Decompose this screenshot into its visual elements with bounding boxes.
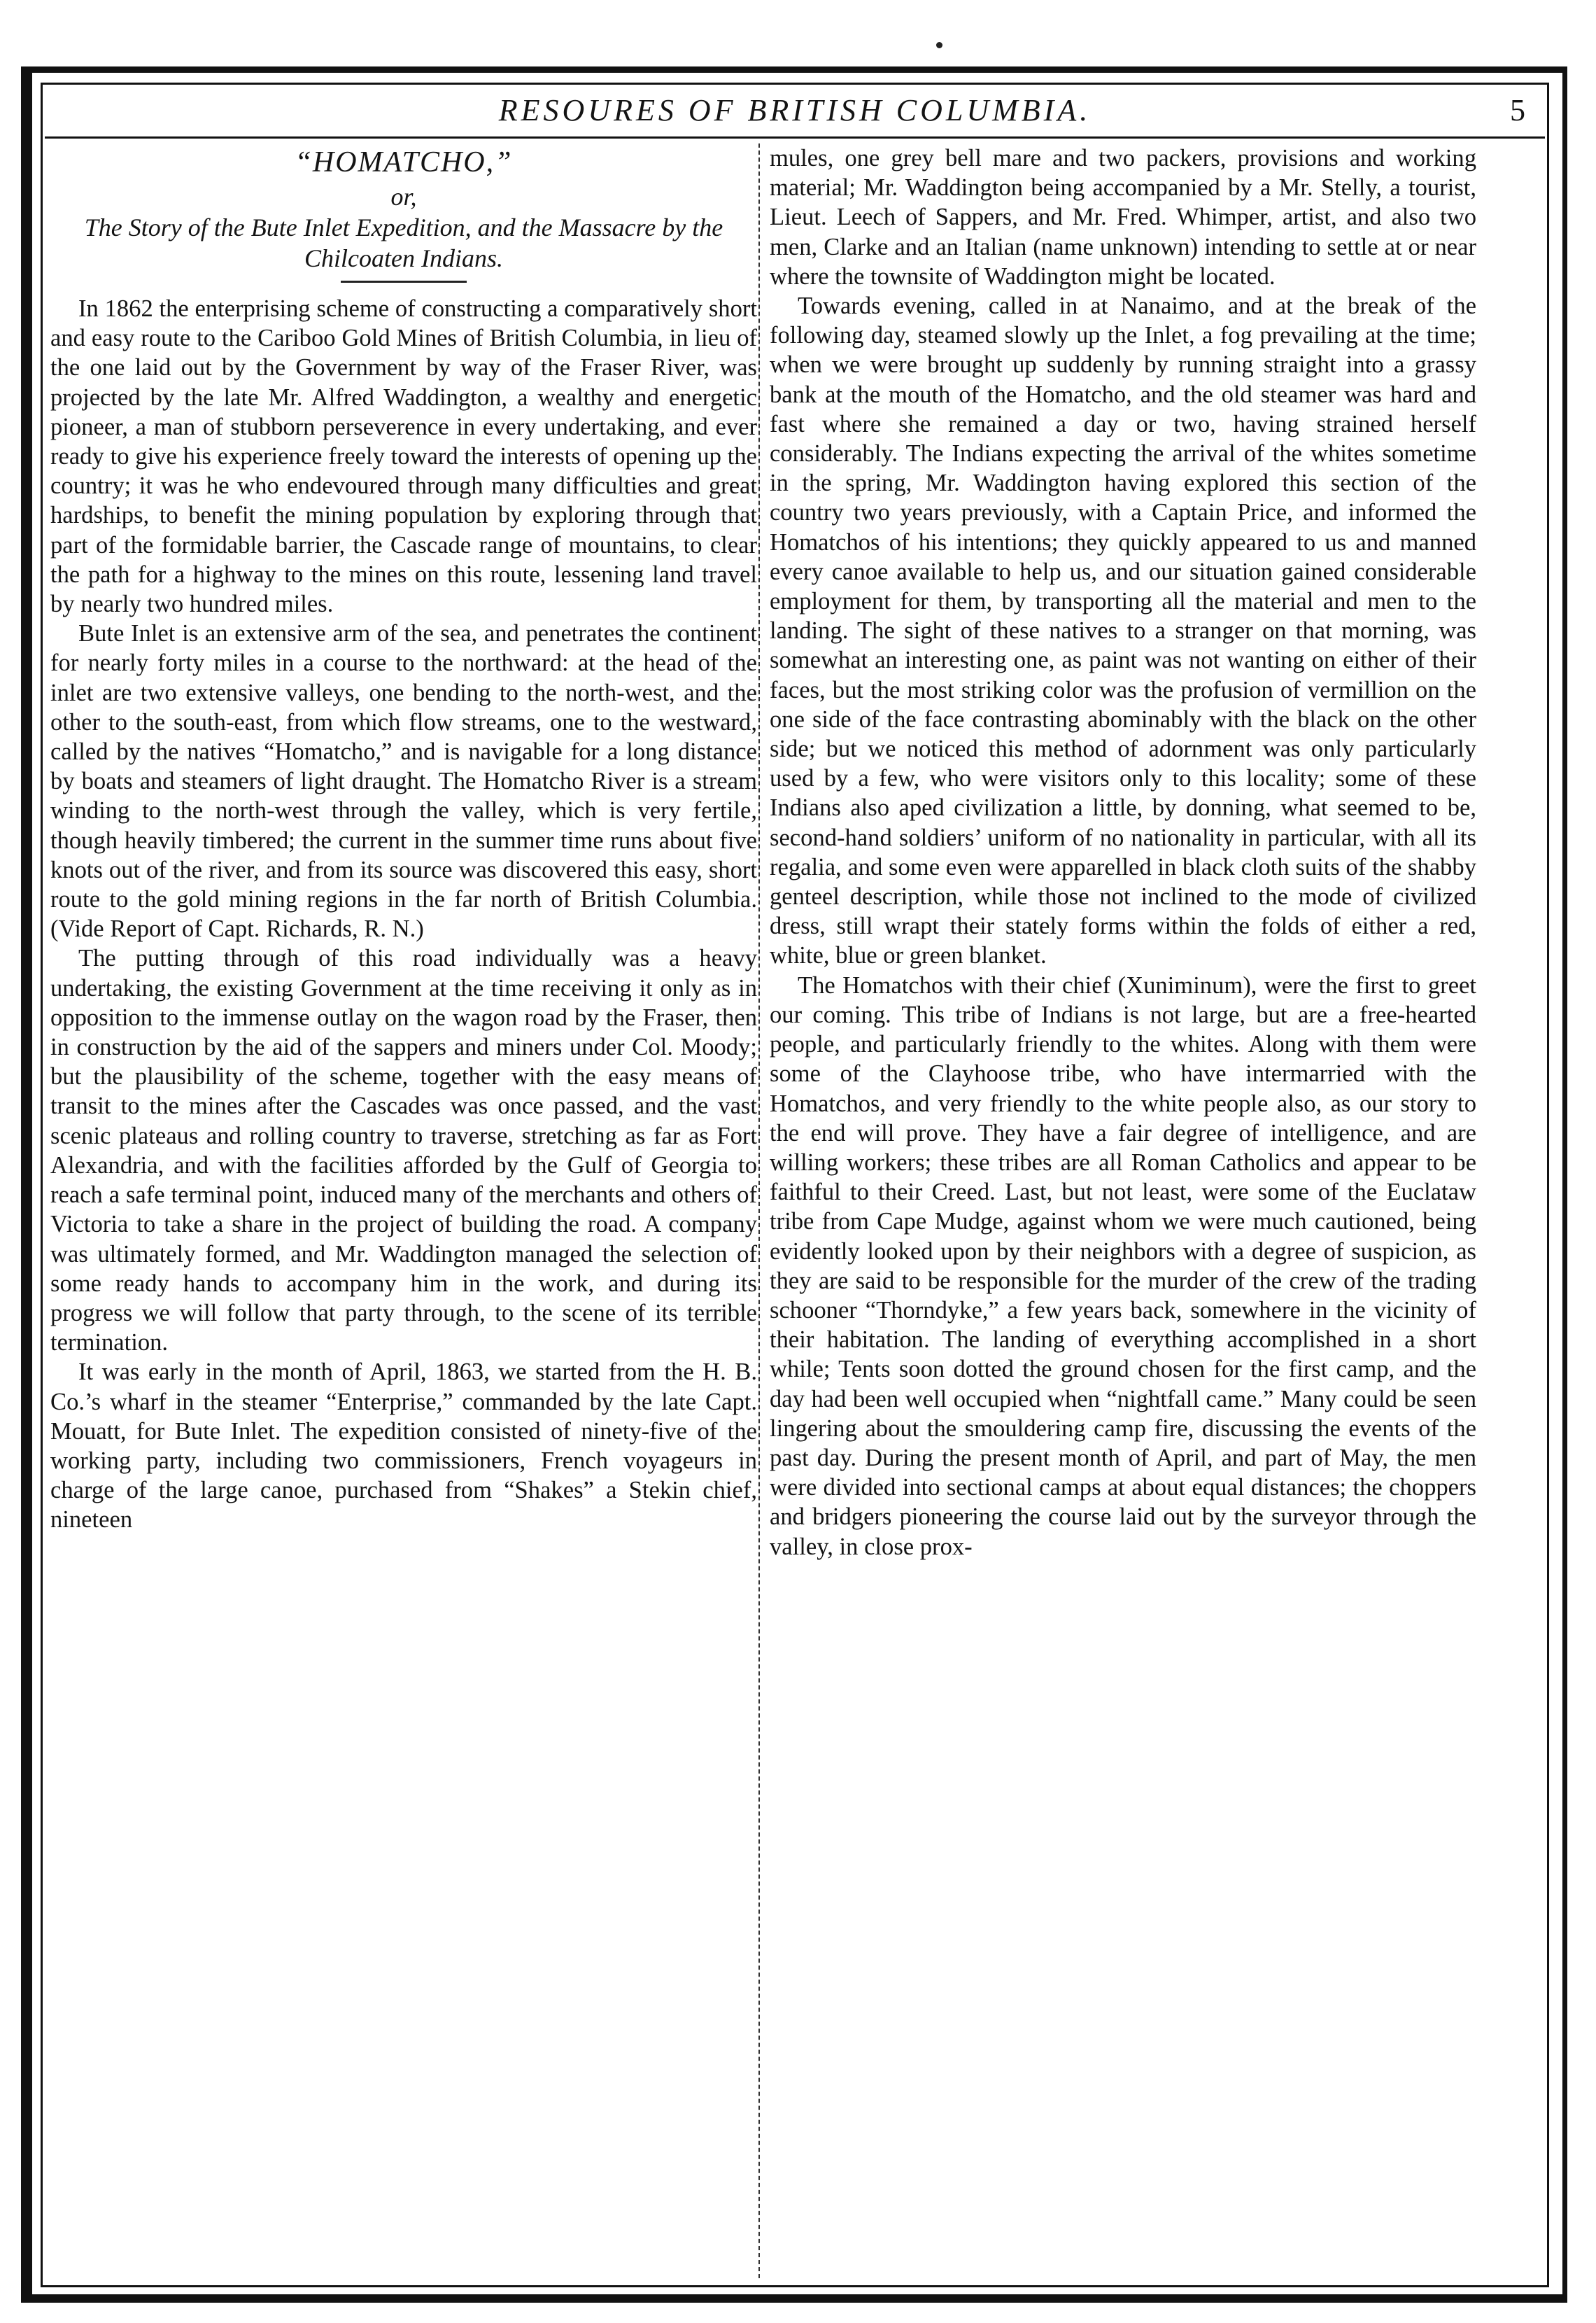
right-column [770, 143, 1476, 2278]
paragraph: Towards evening, called in at Nanaimo, and at the break of the following day, steamed slowly up the Inlet, a fog prevailing at the time; when we were brought up suddenly by running straight into a grassy bank at the mouth of the Homatcho, and the old steamer was hard and fast where she remained a day or two, having strained herself considerably. The Indians expecting the arrival of the whites sometime in the spring, Mr. Waddington having explored this section of the country two years previously, with a Captain Price, and informed the Homatchos of his intentions; they quickly appeared to us and manned every canoe available to help us, and our situation gained considerable employment for them, by transporting all the material and men to the landing. The sight of these natives to a stranger on that morning, was somewhat an interesting one, as paint was not wanting on either of their faces, but the most striking color was the profusion of vermillion on the one side of the face contrasting abominably with the black on the other side; but we noticed this method of adornment was only particularly used by a few, who were visitors only to this locality; some of these Indians also aped civilization a little, by donning, what seemed to be, second-hand soldiers’ uniform of no nationality in particular, with all its regalia, and some even were apparelled in black cloth suits of the shabby genteel description, while those not inclined to the mode of civilized dress, still wrapt their stately forms within the folds of either a red, white, blue or green blanket. [770, 293, 1476, 969]
paragraph: The putting through of this road individually was a heavy undertaking, the existing Government at the time receiving it only as in opposition to the immense outlay on the wagon road by the Fraser, then in construction by the aid of the sappers and miners under Col. Moody; but the plausibility of the scheme, together with the easy means of transit to the mines after the Cascades was once passed, and the vast scenic plateaus and rolling country to traverse, stretching as far as Fort Alexandria, and with the facilities afforded by the Gulf of Georgia to reach a safe terminal point, induced many of the merchants and others of Victoria to take a share in the project of building the road. A company was ultimately formed, and Mr. Waddington managed the selection of some ready hands to accompany him in the work, and during its progress we will follow that party through, to the scene of its terrible termination. [50, 945, 757, 1356]
paragraph: The Homatchos with their chief (Xuniminum), were the first to greet our coming. This tribe of Indians is not large, but are a free-hearted people, and particularly friendly to the whites. Along with them were some of the Clayhoose tribe, who have intermarried with the Homatchos, and very friendly to the white people also, as our story to the end will prove. They have a fair degree of intelligence, and are willing workers; these tribes are all Roman Catholics and appear to be faithful to their Creed. Last, but not least, were some of the Euclataw tribe from Cape Mudge, against whom we were much cautioned, being evidently looked upon by their neighbors with a degree of suspicion, as they are said to be responsible for the murder of the crew of the trading schooner “Thorndyke,” a few years back, somewhere in the vicinity of their habitation. The landing of everything accomplished in a short while; Tents soon dotted the ground chosen for the first camp, and the day had been well occupied when “nightfall came.” Many could be seen lingering about the smouldering camp fire, discussing the events of the past day. During the present month of April, and part of May, the men were divided into sectional camps at about equal distances; the choppers and bridgers pioneering the course laid out by the surveyor through the valley, in close prox- [770, 971, 1476, 1560]
title-rule [341, 281, 467, 283]
article-title: “HOMATCHO,” [295, 146, 513, 178]
page-number: 5 [1510, 93, 1525, 127]
page-header [45, 85, 1545, 139]
paragraph: In 1862 the enterprising scheme of constructing a comparatively short and easy route to the Cariboo Gold Mines of British Columbia, in lieu of the one laid out by the Government by way of the Fraser River, was projected by the late Mr. Alfred Waddington, a wealthy and energetic pioneer, a man of stubborn perseverence in every undertaking, and ever ready to give his experience freely toward the interests of opening up the country; it was he who endevoured through many difficulties and great hardships, to benefit the mining population by exploring through that part of the formidable barrier, the Cascade range of mountains, to clear the path for a highway to the mines on this route, lessening land travel by nearly two hundred miles. [50, 295, 757, 618]
paragraph: mules, one grey bell mare and two packers, provisions and working material; Mr. Waddington being accompanied by a Mr. Stelly, a tourist, Lieut. Leech of Sappers, and Mr. Fred. Whimper, artist, and also two men, Clarke and an Italian (name unknown) intending to settle at or near where the townsite of Waddington might be located. [770, 145, 1476, 290]
left-column [50, 143, 757, 2278]
column-divider [758, 143, 760, 2278]
running-head: RESOURES OF BRITISH COLUMBIA. [498, 93, 1092, 127]
ink-speck [936, 42, 942, 48]
article-subtitle: The Story of the Bute Inlet Expedition, and the Massacre by the Chilcoaten Indians. [84, 213, 723, 272]
paragraph: Bute Inlet is an extensive arm of the sea, and penetrates the continent for nearly forty miles in a course to the northward: at the head of the inlet are two extensive valleys, one bending to the north-west, and the other to the south-east, from which flow streams, one to the westward, called by the natives “Homatcho,” and is navigable for a long distance by boats and steamers of light draught. The Homatcho River is a stream winding to the north-west through the valley, which is very fertile, though heavily timbered; the current in the summer time runs about five knots out of the river, and from its source was discovered this easy, short route to the gold mining regions in the far north of British Columbia. (Vide Report of Capt. Richards, R. N.) [50, 620, 757, 943]
article-or: or, [390, 183, 417, 211]
paragraph: It was early in the month of April, 1863, we started from the H. B. Co.’s wharf in the steamer “Enterprise,” commanded by the late Capt. Mouatt, for Bute Inlet. The expedition consisted of ninety-five of the working party, including two commissioners, French voyageurs in charge of the large canoe, purchased from “Shakes” a Stekin chief, nineteen [50, 1359, 757, 1534]
